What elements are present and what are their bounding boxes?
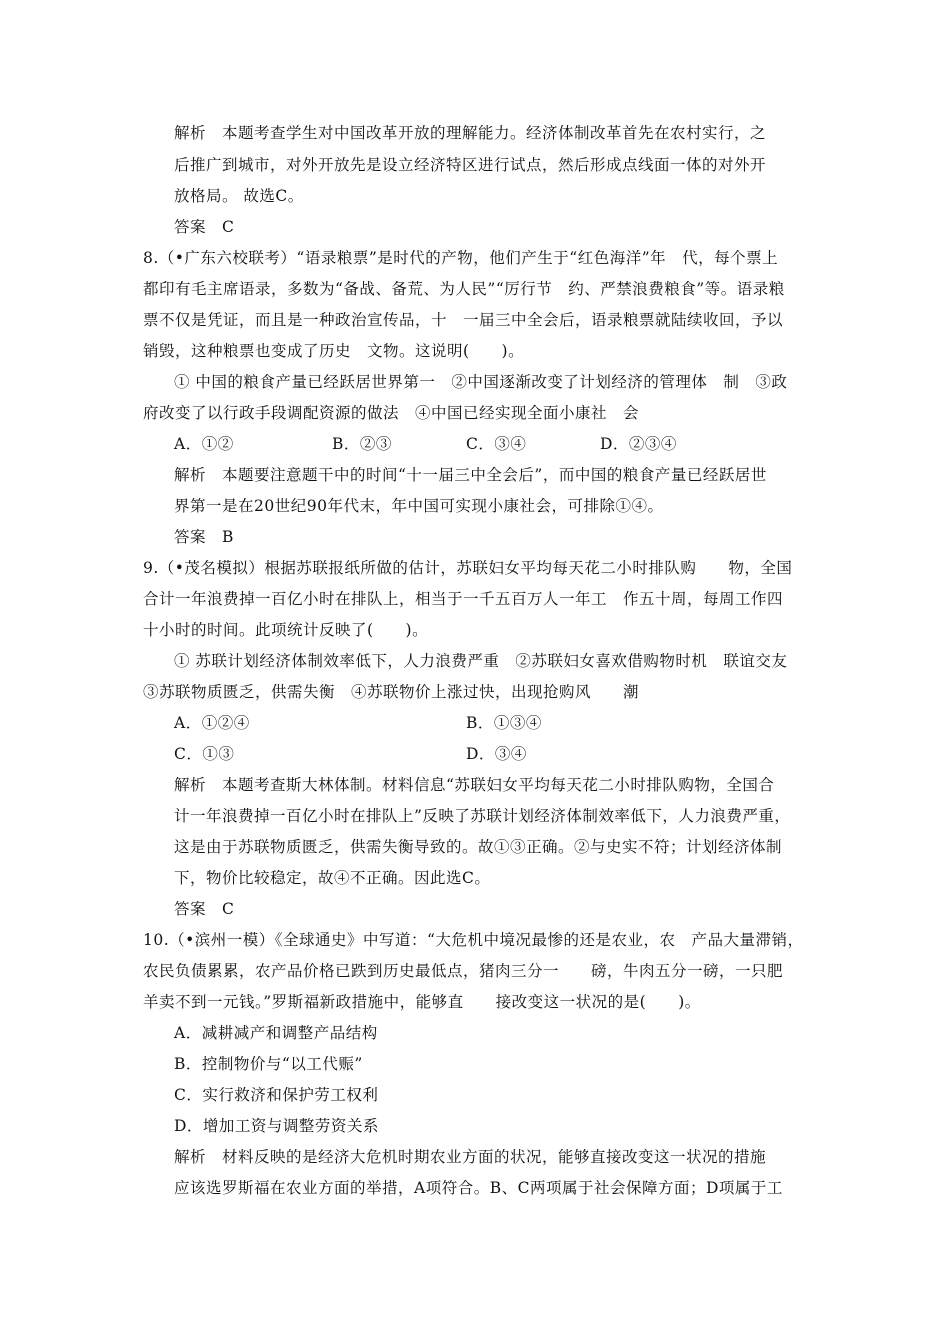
q9-option-a: A．①②④ [174,714,250,732]
q7-analysis-line-2-text: 后推广到城市，对外开放先是设立经济特区进行试点，然后形成点线面一体的对外开 [174,156,767,174]
q9-option-c: C．①③ [174,745,235,763]
q10-stem-line-1: 10.（•滨州一模）《全球通史》中写道：“大危机中境况最惨的还是农业，农 产品大量滞销， [143,931,804,949]
q7-analysis-line-2 [174,155,766,175]
q10-stem-line-3: 羊卖不到一元钱。”罗斯福新政措施中，能够直 接改变这一状况的是( )。 [143,993,701,1011]
q8-option-b: B．②③ [332,435,392,453]
q8-stem-line-4: 销毁，这种粮票也变成了历史 文物。这说明( )。 [143,342,525,360]
q7-analysis-line-1: 解析 本题考查学生对中国改革开放的理解能力。经济体制改革首先在农村实行，之 [174,124,767,142]
q9-analysis-line-2: 计一年浪费掉一百亿小时在排队上”反映了苏联计划经济体制效率低下，人力浪费严重， [174,807,791,825]
q8-stem-line-1: 8.（•广东六校联考）“语录粮票”是时代的产物，他们产生于“红色海洋”年 代，每个票上 [143,249,779,267]
q8-stem-line-3: 票不仅是凭证，而且是一种政治宣传品，十 一届三中全会后，语录粮票就陆续收回，予以 [143,311,784,329]
q9-stem-line-2: 合计一年浪费掉一百亿小时在排队上，相当于一千五百万人一年工 作五十周，每周工作四 [143,590,784,608]
q10-option-b: B．控制物价与“以工代赈” [174,1055,363,1073]
q9-stem-line-3: 十小时的时间。此项统计反映了( )。 [143,621,429,639]
q8-items-line-2: 府改变了以行政手段调配资源的做法 ④中国已经实现全面小康社 会 [143,404,640,422]
q9-analysis-line-3: 这是由于苏联物质匮乏，供需失衡导致的。故①③正确。②与史实不符；计划经济体制 [174,838,783,856]
q8-answer: 答案 B [174,528,234,546]
q8-analysis-line-2: 界第一是在20世纪90年代末，年中国可实现小康社会，可排除①④。 [174,497,664,515]
q9-analysis-line-4: 下，物价比较稳定，故④不正确。因此选C。 [174,869,491,887]
q8-option-d: D．②③④ [600,435,677,453]
q10-stem-line-2: 农民负债累累，农产品价格已跌到历史最低点，猪肉三分一 磅，牛肉五分一磅，一只肥 [143,962,784,980]
q8-stem-line-2: 都印有毛主席语录，多数为“备战、备荒、为人民”“厉行节 约、严禁浪费粮食”等。语录粮 [143,280,785,298]
q9-answer: 答案 C [174,900,235,918]
q8-option-a: A．①② [174,435,234,453]
q7-answer: 答案 C [174,218,235,236]
q10-option-c: C．实行救济和保护劳工权利 [174,1086,379,1104]
q9-analysis-line-1: 解析 本题考查斯大林体制。材料信息“苏联妇女平均每天花二小时排队购物，全国合 [174,776,775,794]
q10-option-a: A．减耕减产和调整产品结构 [174,1024,378,1042]
q10-analysis-line-2: 应该选罗斯福在农业方面的举措，A项符合。B、C两项属于社会保障方面；D项属于工 [174,1179,783,1197]
q9-option-d: D．③④ [466,745,527,763]
q10-analysis-line-1: 解析 材料反映的是经济大危机时期农业方面的状况，能够直接改变这一状况的措施 [174,1148,767,1166]
q8-items-line-1: ① 中国的粮食产量已经跃居世界第一 ②中国逐渐改变了计划经济的管理体 制 ③政 [174,373,788,391]
q8-option-c: C．③④ [466,435,527,453]
q7-analysis-line-3: 放格局。 故选C。 [174,187,304,205]
q8-analysis-line-1: 解析 本题要注意题干中的时间“十一届三中全会后”，而中国的粮食产量已经跃居世 [174,466,767,484]
q9-items-line-1: ① 苏联计划经济体制效率低下，人力浪费严重 ②苏联妇女喜欢借购物时机 联谊交友 [174,652,788,670]
q9-items-line-2: ③苏联物质匮乏，供需失衡 ④苏联物价上涨过快，出现抢购风 潮 [143,683,640,701]
q9-option-b: B．①③④ [466,714,542,732]
q9-stem-line-1: 9.（•茂名模拟）根据苏联报纸所做的估计，苏联妇女平均每天花二小时排队购 物，全国 [143,559,793,577]
q10-option-d: D．增加工资与调整劳资关系 [174,1117,379,1135]
